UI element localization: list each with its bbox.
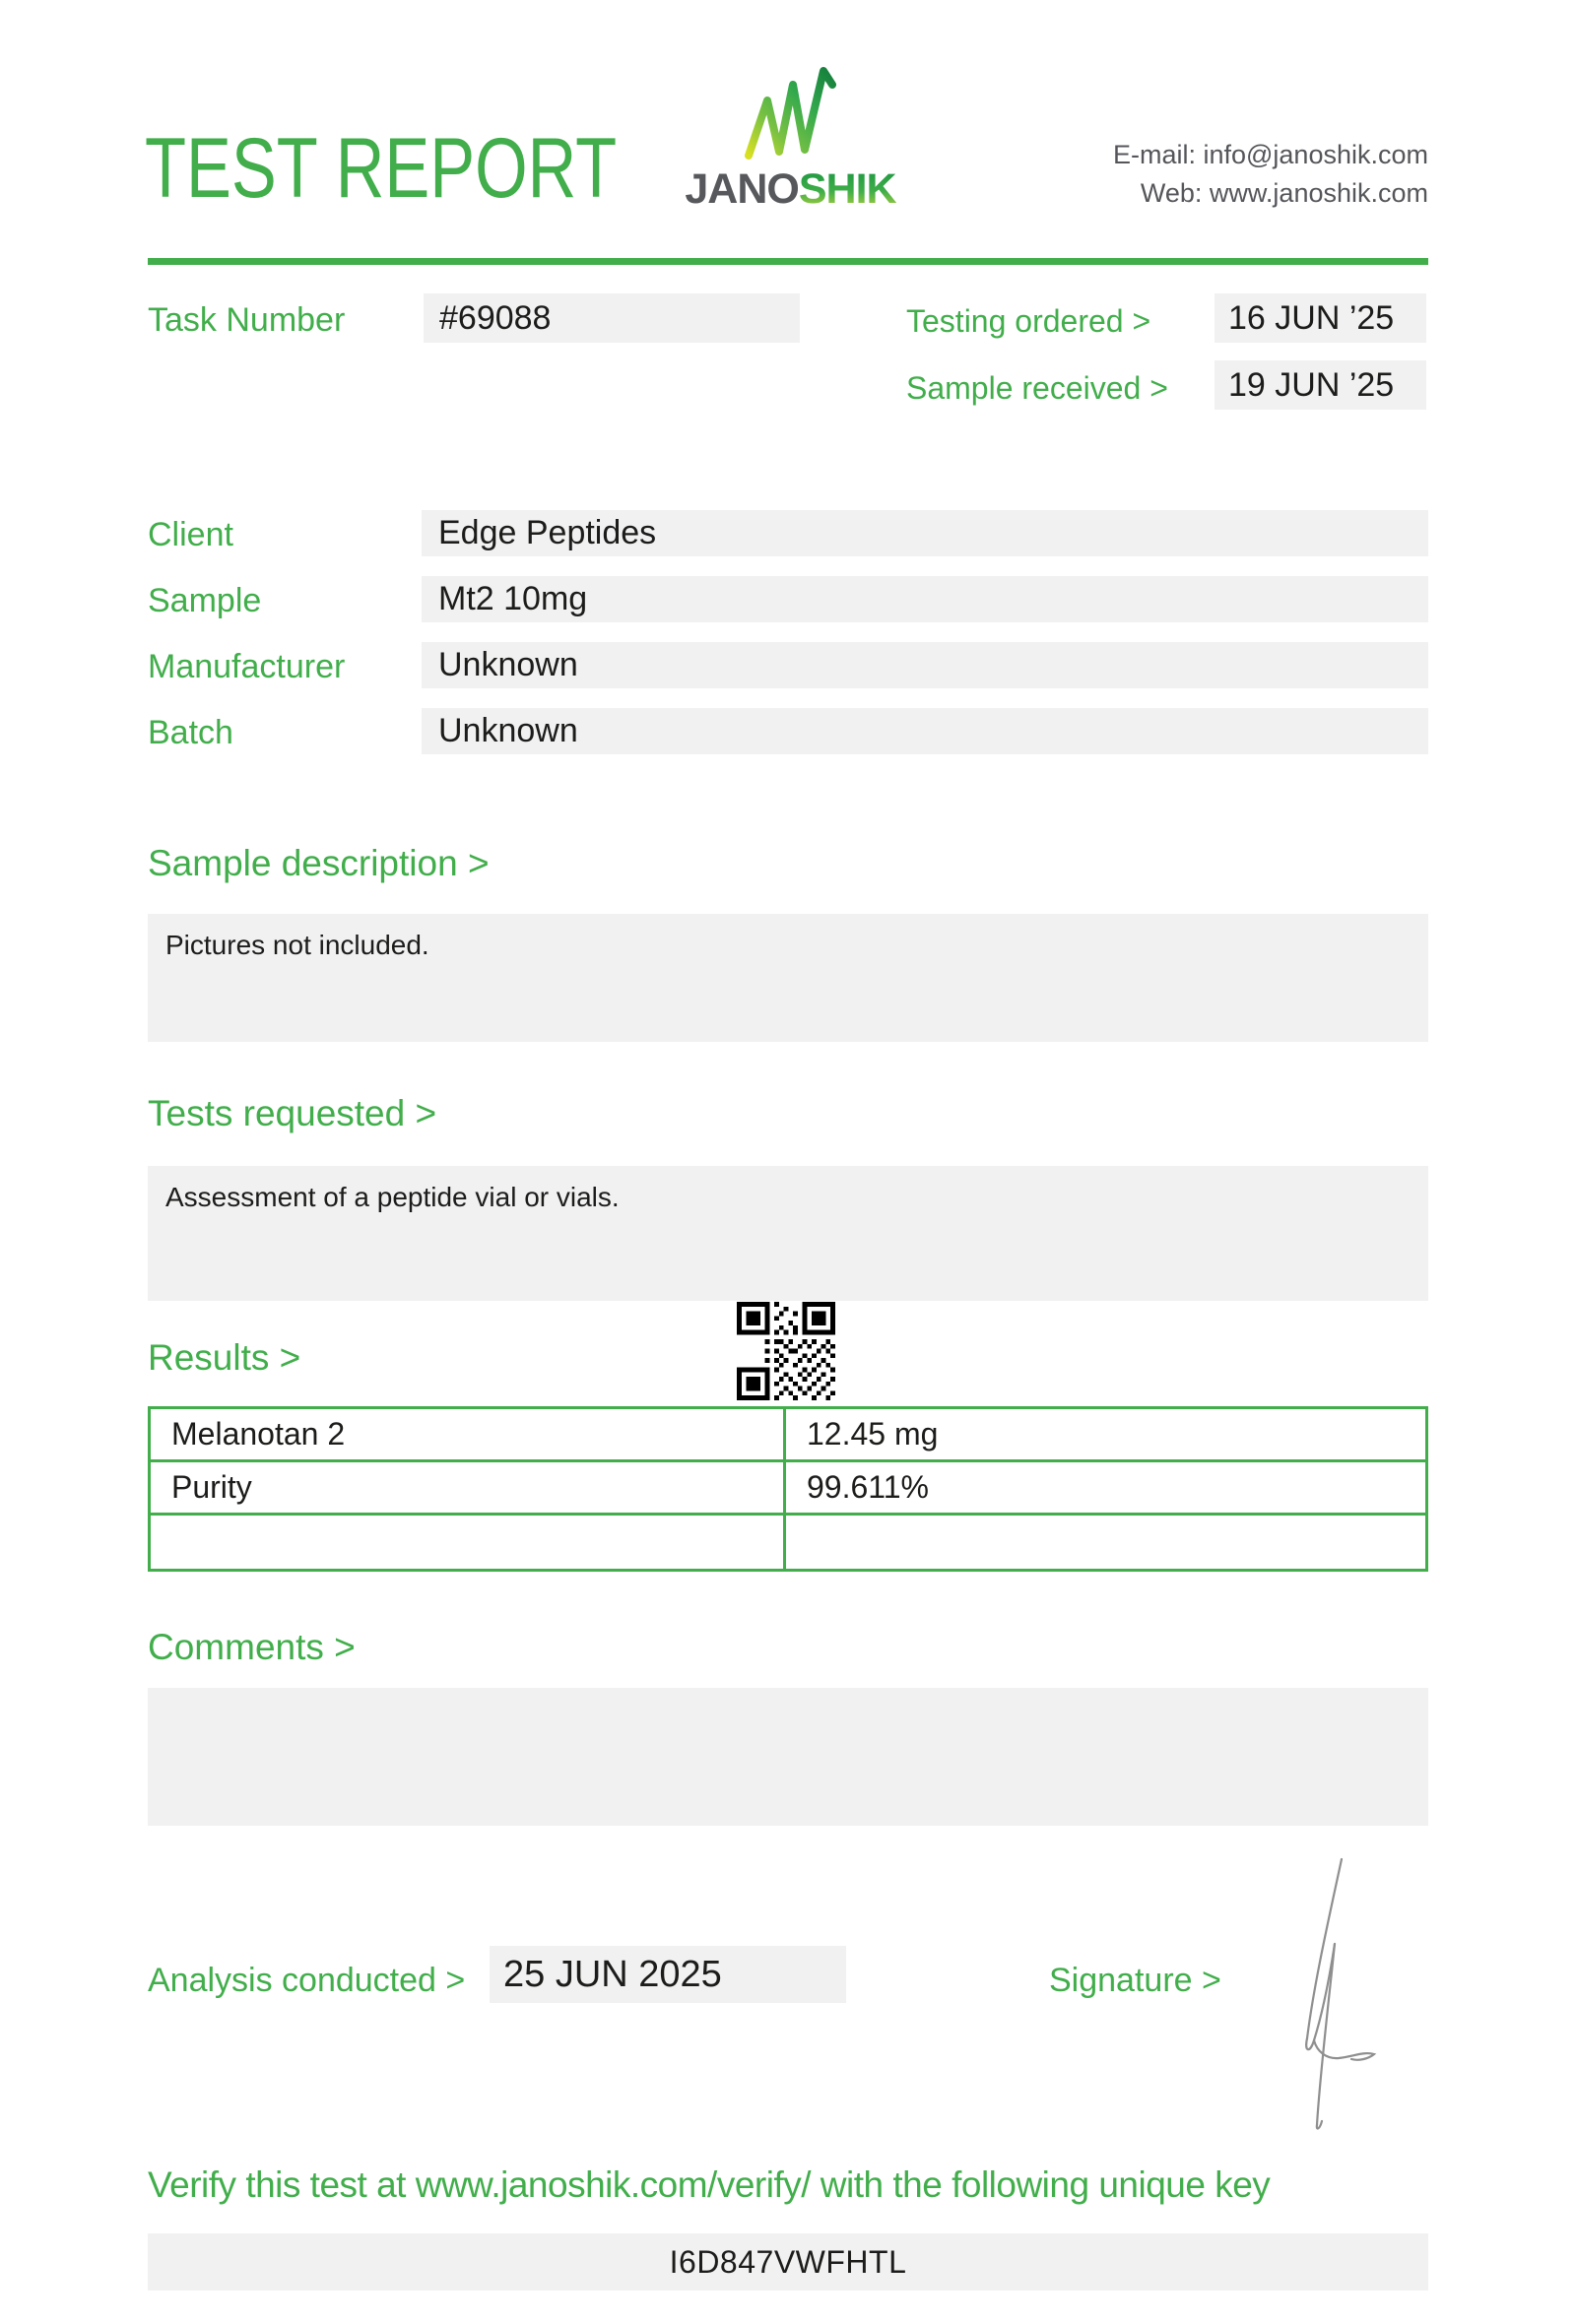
manufacturer-label: Manufacturer [148, 648, 346, 685]
logo-chart-icon [741, 61, 839, 161]
qr-code [737, 1302, 835, 1400]
client-value: Edge Peptides [422, 510, 1428, 556]
contact-email: E-mail: info@janoshik.com [1112, 140, 1428, 169]
sample-received-date: 19 JUN ’25 [1215, 360, 1426, 410]
task-number-label: Task Number [148, 301, 346, 339]
sample-value: Mt2 10mg [422, 576, 1428, 622]
result-name [151, 1516, 786, 1569]
result-value: 99.611% [807, 1469, 929, 1505]
manufacturer-value: Unknown [422, 642, 1428, 688]
contact-web: Web: www.janoshik.com [1140, 178, 1428, 208]
task-number-value: #69088 [424, 293, 800, 343]
batch-value: Unknown [422, 708, 1428, 754]
results-table [148, 1406, 1428, 1572]
table-row [151, 1409, 1425, 1462]
verify-instruction: Verify this test at www.janoshik.com/verify/ with the following unique key [148, 2164, 1271, 2205]
logo-wordmark [630, 165, 951, 214]
sample-received-label: Sample received > [906, 370, 1168, 406]
result-value [786, 1516, 1425, 1569]
tests-requested-box: Assessment of a peptide vial or vials. [148, 1166, 1428, 1301]
unique-key: I6D847VWFHTL [148, 2233, 1428, 2291]
logo-text-primary: JANO [685, 165, 799, 213]
analysis-date: 25 JUN 2025 [490, 1946, 846, 2003]
results-heading: Results > [148, 1337, 301, 1378]
signature-label: Signature > [1049, 1962, 1221, 1999]
sample-description-box: Pictures not included. [148, 914, 1428, 1042]
contact-block [1113, 136, 1428, 213]
analysis-conducted-label: Analysis conducted > [148, 1962, 466, 1999]
logo-text-secondary: SHIK [798, 165, 896, 213]
sample-label: Sample [148, 582, 262, 619]
page-title-text: TEST REPORT [145, 121, 618, 216]
result-name: Purity [151, 1462, 786, 1513]
header-divider [148, 258, 1428, 265]
testing-ordered-label: Testing ordered > [906, 303, 1151, 339]
result-value: 12.45 mg [807, 1416, 939, 1452]
table-row [151, 1516, 1425, 1569]
signature-image [1269, 1853, 1414, 2139]
tests-requested-heading: Tests requested > [148, 1093, 437, 1133]
comments-heading: Comments > [148, 1627, 356, 1667]
table-row [151, 1462, 1425, 1516]
batch-label: Batch [148, 714, 233, 751]
testing-ordered-date: 16 JUN ’25 [1215, 293, 1426, 343]
sample-description-heading: Sample description > [148, 843, 490, 883]
comments-box [148, 1688, 1428, 1826]
client-label: Client [148, 516, 233, 553]
result-name: Melanotan 2 [151, 1409, 786, 1459]
